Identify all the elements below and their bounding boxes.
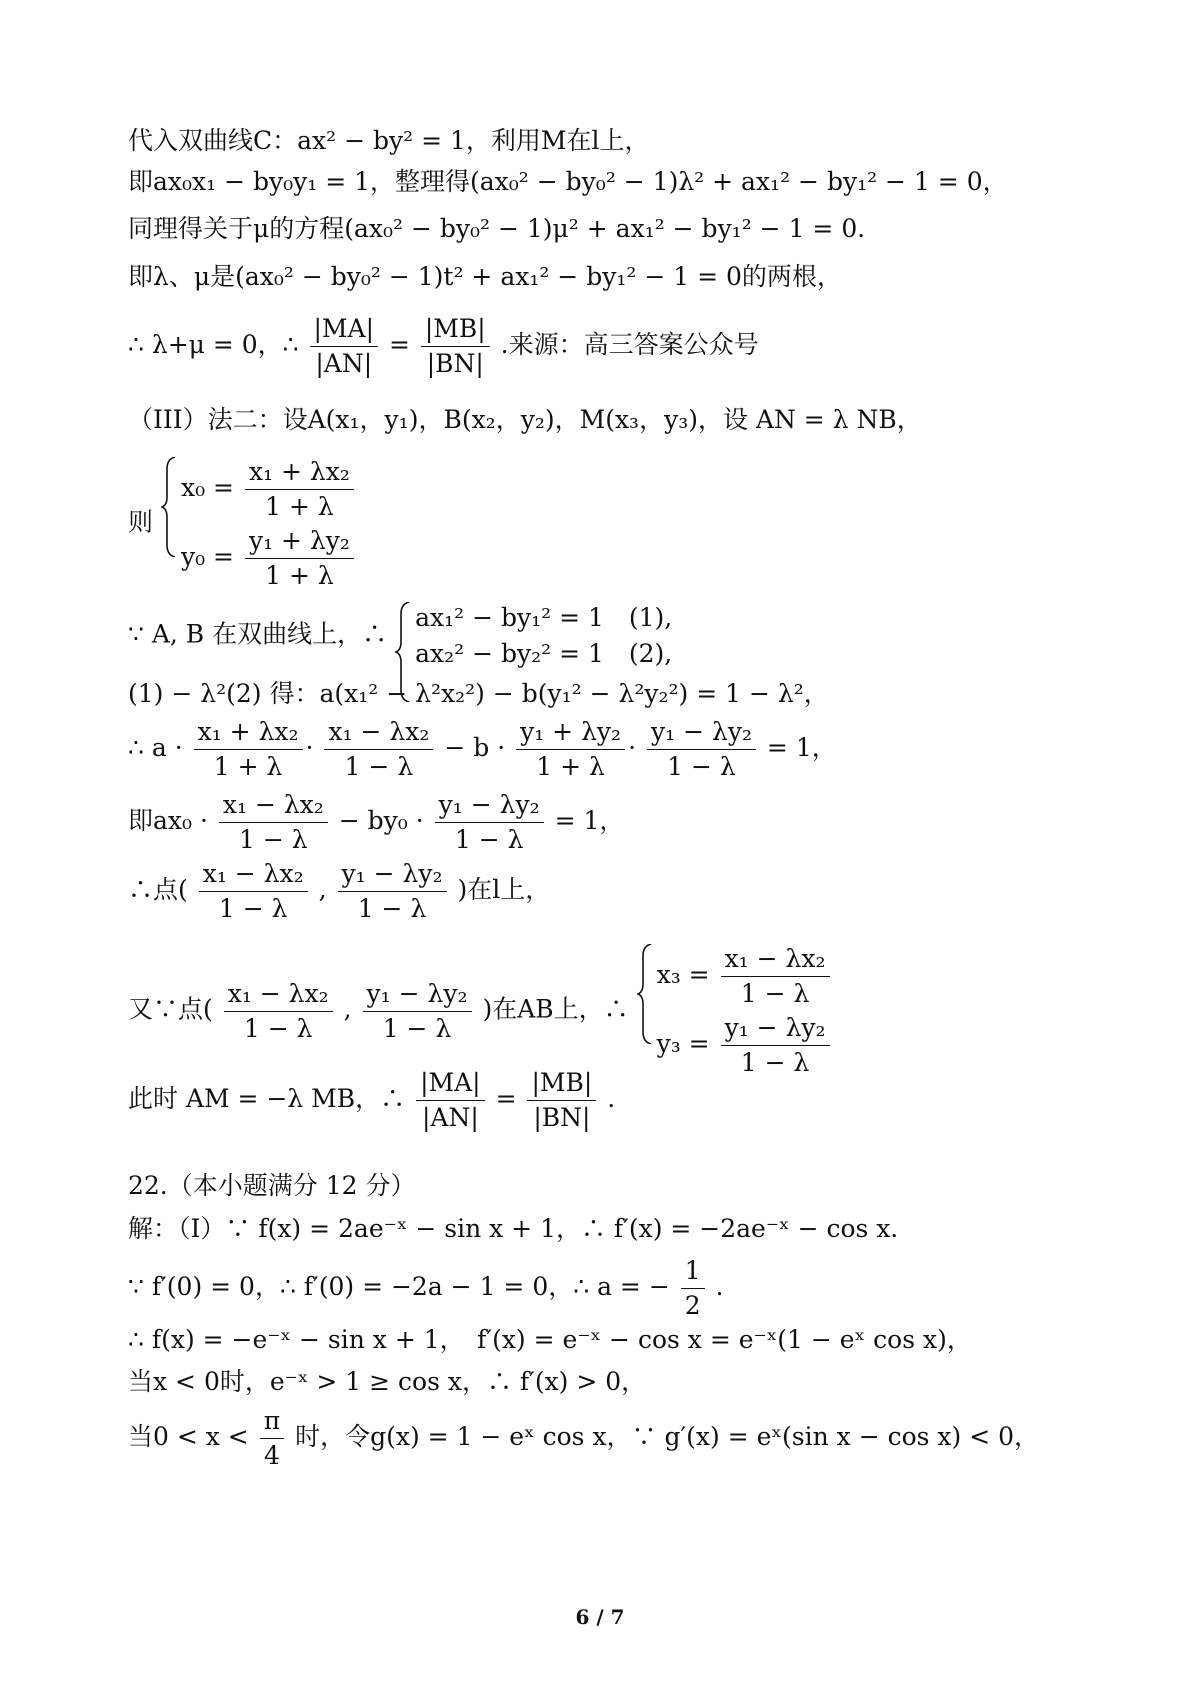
line10-end: = 1， <box>766 733 837 762</box>
equation-system-x3-y3 <box>637 942 833 1080</box>
frac-den: 1 − λ <box>667 752 736 781</box>
left-brace-icon <box>637 944 653 1044</box>
fraction <box>647 715 756 784</box>
row-fraction <box>245 455 354 524</box>
frac-num: y₁ − λy₂ <box>338 857 447 892</box>
fraction <box>527 1066 596 1135</box>
frac-num: |MA| <box>416 1066 485 1101</box>
equation-system-x0-y0 <box>161 455 357 593</box>
frac-num: x₁ − λx₂ <box>721 942 830 977</box>
fraction <box>435 788 544 857</box>
text-line-19: 当x < 0时，e⁻ˣ > 1 ≥ cos x，∴ f′(x) > 0， <box>128 1367 647 1396</box>
text-line-12 <box>128 857 1140 926</box>
line12-start: ∴点( <box>128 875 188 904</box>
text-line-7 <box>128 455 1140 593</box>
frac-num: y₁ − λy₂ <box>647 715 756 750</box>
frac-num: π <box>260 1404 284 1439</box>
frac-den: 2 <box>684 1291 701 1320</box>
source-note: .来源：高三答案公众号 <box>500 330 759 359</box>
text-line-14 <box>128 1066 1140 1135</box>
line11-start: 即ax₀ · <box>128 806 208 835</box>
comma: , <box>343 994 352 1024</box>
equals-sign: = <box>495 1084 517 1113</box>
frac-den: 1 + λ <box>213 752 283 781</box>
frac-num: x₁ + λx₂ <box>245 455 354 490</box>
equation-system-hyperbola <box>395 600 672 672</box>
fraction-mb-bn <box>421 312 490 381</box>
frac-den: |AN| <box>315 349 373 378</box>
text-line-13 <box>128 942 1140 1080</box>
frac-num: y₁ − λy₂ <box>721 1011 830 1046</box>
text-line-2: 即ax₀x₁ − by₀y₁ = 1，整理得(ax₀² − by₀² − 1)λ² + ax₁² − by₁² − 1 = 0， <box>128 167 1008 196</box>
line5-prefix: ∴ λ+μ = 0，∴ <box>128 330 299 359</box>
frac-den: 1 − λ <box>740 979 810 1008</box>
frac-den: 1 − λ <box>357 894 427 923</box>
frac-den: 1 − λ <box>243 1013 313 1043</box>
frac-num: x₁ − λx₂ <box>219 788 328 823</box>
fraction <box>681 1254 705 1323</box>
line20-start: 当0 < x < <box>128 1422 249 1451</box>
text-line-20 <box>128 1404 1140 1473</box>
text-line-4: 即λ、μ是(ax₀² − by₀² − 1)t² + ax₁² − by₁² − 1 = 0的两根， <box>128 262 842 291</box>
frac-den: 1 + λ <box>265 492 334 521</box>
fraction <box>324 715 433 784</box>
line17-start: ∵ f′(0) = 0，∴ f′(0) = −2a − 1 = 0，∴ a = − <box>128 1272 670 1301</box>
fraction <box>516 715 625 784</box>
system-row: ax₁² − by₁² = 1 (1), <box>415 603 673 632</box>
line11-end: = 1， <box>554 806 625 835</box>
frac-den: 1 + λ <box>265 561 334 590</box>
fraction <box>224 977 333 1046</box>
system-row <box>181 524 357 593</box>
text-line-10: ∴ a · $\frac{\text{x₁ + λx₂}}{1 + \lambda}$ · $\frac{\text{x₁ − λx₂}}{1 - \lambda}$ − b · $\frac{\text{y₁ + λy₂}}{1 + \lambda}$ · $\frac{\text{y₁ − λy₂}}{1 - \lambda}$ = 1， <box>128 715 1140 784</box>
text-line-1: 代入双曲线C：ax² − by² = 1，利用M在l上， <box>128 126 650 155</box>
text-line-17 <box>128 1254 1140 1323</box>
row-fraction <box>721 942 830 1011</box>
fraction <box>416 1066 485 1135</box>
system-row: ax₂² − by₂² = 1 (2), <box>415 639 673 668</box>
frac-den: 1 − λ <box>218 894 288 923</box>
text-line-8 <box>128 600 1140 672</box>
frac-num: |MA| <box>310 312 379 347</box>
line10-mid: − b · <box>444 733 506 762</box>
text-line-6: （III）法二：设A(x₁，y₁)，B(x₂，y₂)，M(x₃，y₃)，设 AN = λ NB， <box>128 405 922 434</box>
line11-mid: − by₀ · <box>338 806 424 835</box>
frac-den: 1 − λ <box>382 1013 452 1043</box>
fraction <box>199 857 308 926</box>
system-row <box>657 942 833 1011</box>
text-line-16: 解：（I）∵ f(x) = 2ae⁻ˣ − sin x + 1，∴ f′(x) = −2ae⁻ˣ − cos x． <box>128 1214 916 1243</box>
fraction <box>363 977 472 1046</box>
frac-num: y₁ − λy₂ <box>435 788 544 823</box>
text-line-3: 同理得关于μ的方程(ax₀² − by₀² − 1)μ² + ax₁² − by₁² − 1 = 0． <box>128 214 883 243</box>
line14-end: . <box>607 1084 616 1113</box>
comma: , <box>318 875 327 904</box>
system-row <box>181 455 357 524</box>
line12-end: )在l上， <box>457 875 551 904</box>
frac-den: |AN| <box>421 1103 479 1132</box>
fraction <box>338 857 447 926</box>
line17-end: . <box>715 1272 724 1301</box>
frac-num: x₁ − λx₂ <box>224 977 333 1012</box>
frac-den: 1 − λ <box>454 825 524 854</box>
frac-den: |BN| <box>426 349 484 378</box>
line10-start: ∴ a · <box>128 733 183 762</box>
line14-start: 此时 AM = −λ MB，∴ <box>128 1084 406 1113</box>
row-lhs: x₀ = <box>180 473 234 502</box>
frac-num: x₁ + λx₂ <box>194 715 303 750</box>
text-line-15: 22.（本小题满分 12 分） <box>128 1171 416 1200</box>
frac-num: x₁ − λx₂ <box>324 715 433 750</box>
frac-num: x₁ − λx₂ <box>199 857 308 892</box>
fraction <box>194 715 303 784</box>
frac-den: 1 − λ <box>239 825 308 854</box>
page-number: 6 / 7 <box>575 1605 625 1629</box>
frac-num: y₁ + λy₂ <box>516 715 625 750</box>
line8-prefix: ∵ A, B 在双曲线上，∴ <box>128 619 388 649</box>
text-line-11 <box>128 788 1140 857</box>
line13-start: 又∵点( <box>128 994 213 1024</box>
fraction <box>260 1404 284 1473</box>
frac-den: 1 − λ <box>344 752 414 781</box>
frac-num: |MB| <box>421 312 490 347</box>
frac-den: 1 − λ <box>740 1048 810 1077</box>
line13-mid: )在AB上，∴ <box>482 994 629 1024</box>
text-line-9: (1) − λ²(2) 得：a(x₁² − λ²x₂²) − b(y₁² − λ²y₂²) = 1 − λ²， <box>128 679 829 708</box>
line7-prefix: 则 <box>128 507 154 537</box>
frac-num: |MB| <box>527 1066 596 1101</box>
fraction-ma-an <box>310 312 379 381</box>
frac-num: y₁ − λy₂ <box>363 977 472 1012</box>
row-lhs: y₃ = <box>656 1029 710 1058</box>
text-line-5 <box>128 312 1140 381</box>
line20-end: 时，令g(x) = 1 − eˣ cos x，∵ g′(x) = eˣ(sin x − cos x) < 0， <box>295 1422 1040 1451</box>
text-line-18: ∴ f(x) = −e⁻ˣ − sin x + 1， f′(x) = e⁻ˣ − cos x = e⁻ˣ(1 − eˣ cos x)， <box>128 1325 972 1354</box>
left-brace-icon <box>161 457 177 557</box>
frac-num: 1 <box>681 1254 705 1289</box>
fraction <box>219 788 328 857</box>
row-lhs: y₀ = <box>180 542 235 571</box>
frac-den: 4 <box>263 1441 280 1470</box>
frac-den: |BN| <box>533 1103 591 1132</box>
row-fraction <box>245 524 354 593</box>
frac-den: 1 + λ <box>536 752 605 781</box>
equals-sign: = <box>388 330 410 359</box>
frac-num: y₁ + λy₂ <box>245 524 354 559</box>
row-lhs: x₃ = <box>656 960 710 989</box>
